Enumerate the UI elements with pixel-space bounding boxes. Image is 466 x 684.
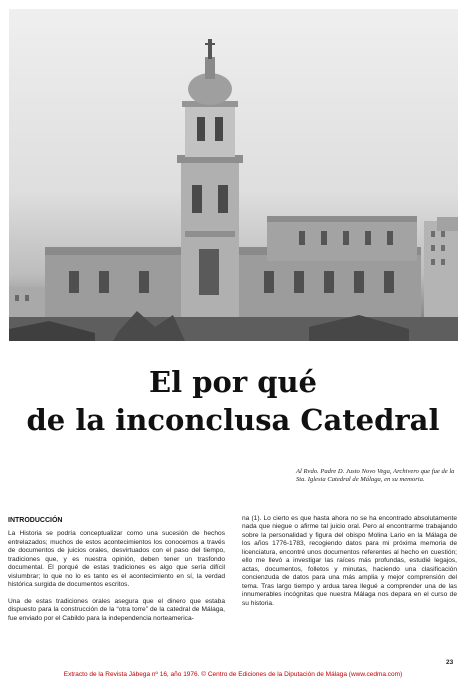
footer-credit: Extracto de la Revista Jábega nº 16, año 1976. © Centro de Ediciones de la Diputación de Málaga (www.cedma.com): [63, 671, 403, 678]
paragraph-2: Una de estas tradiciones orales asegura que el dinero que estaba dispuesto para la construcción de la “otra torre” de la catedral de Málaga, fue enviado por el Cabildo para la independencia norteamerica-: [8, 597, 225, 622]
article-title-line-1: El por qué: [148, 365, 318, 399]
article-column-left: [8, 513, 225, 631]
cathedral-photo: [9, 9, 458, 341]
cathedral-illustration: [9, 9, 458, 341]
article-title-line-2: de la inconclusa Catedral: [26, 403, 440, 437]
page-number: 23: [446, 659, 454, 666]
dedication: Al Rvdo. Padre D. Justo Novo Vega, Archivero que fue de la Sta. Iglesia Catedral de Málaga, en su memoria.: [296, 468, 455, 484]
paragraph-1: La Historia se podría conceptualizar como una sucesión de hechos entrelazados; muchos de estos acontecimientos los conocemos a través de documentos de juicios orales, desvirtuados con el paso del tiempo, tradiciones que, y es nuestra opinión, deben tener un trasfondo documental. El porqué de estas tradiciones es algo que sería difícil vislumbrar; lo que no lo es tanto es el acontecimiento en sí, la verdad histórica surgida de documentos escritos.: [8, 530, 225, 589]
paragraph-3: na (1). Lo cierto es que hasta ahora no se ha encontrado absolutamente nada que niegue o afirme tal juicio oral. Pero al encontrarme trabajando sobre la personalidad y figura del obispo Molina Lario en la Málaga de los años 1776-1783, recogiendo datos para mi próxima memoria de licenciatura, encontré unos documentos referentes al hecho en cuestión; ello me llevó a investigar las raíces más profundas, estudié legajos, actas, documentos, folletos y minutas, haciendo una clasificación concienzuda de datos para una más amplia y mejor comprensión del tema. Tras largo tiempo y ardua tarea llegué a comprender una de las innumerables incógnitas que nuestra Málaga nos depara en el curso de su historia.: [242, 515, 457, 607]
section-heading: INTRODUCCIÓN: [8, 517, 63, 524]
article-column-right: [242, 515, 457, 616]
